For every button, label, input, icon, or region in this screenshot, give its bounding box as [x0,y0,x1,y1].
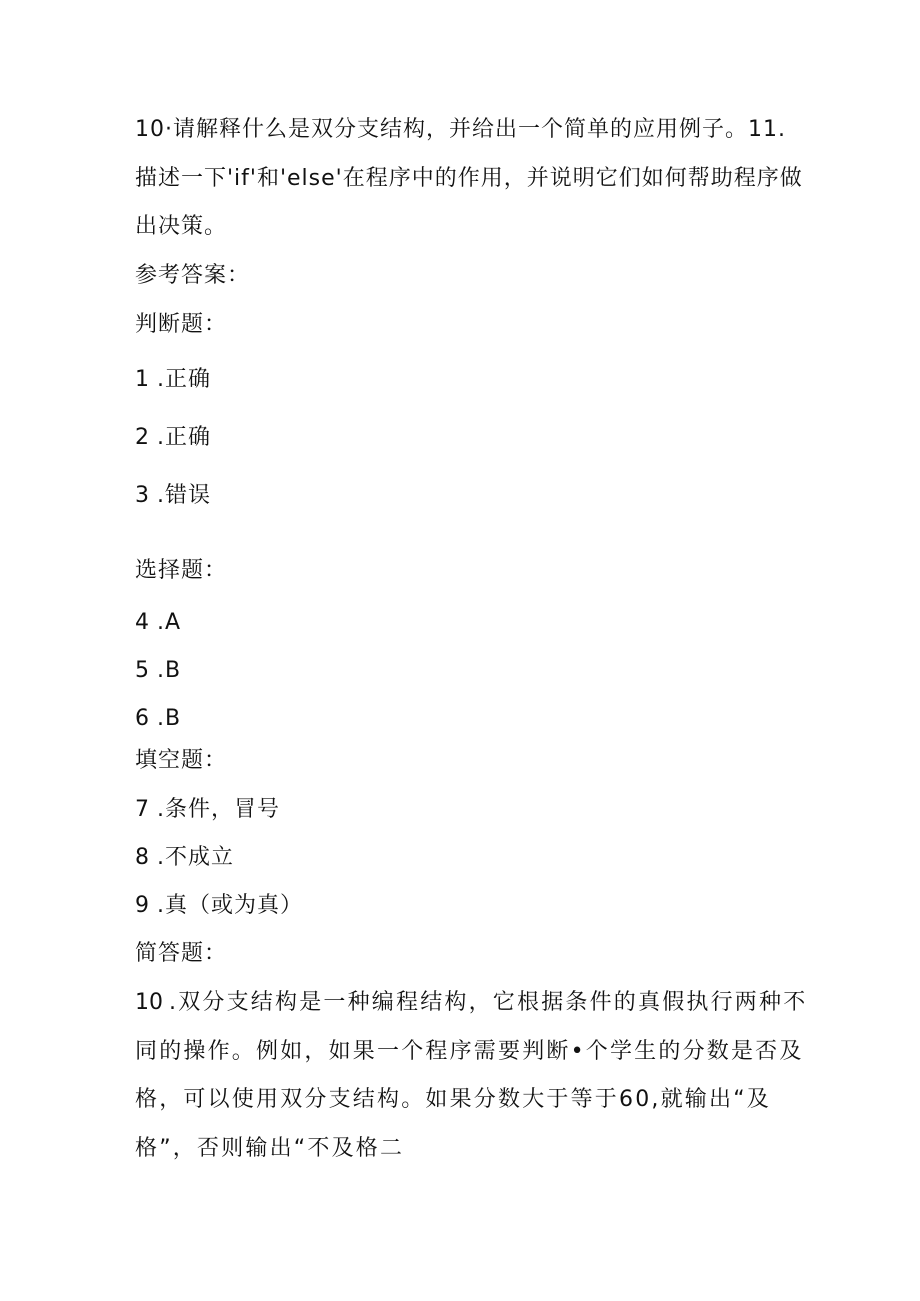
answer-text: .真（或为真） [157,893,303,918]
answer-item-9 [135,892,303,920]
fill-heading: 填空题： [135,748,228,773]
answer-text: .错误 [157,483,211,508]
answer-number: 9 [135,893,149,918]
answer-item-5 [135,657,181,685]
answer-text: .不成立 [157,845,234,870]
short-answer-line-3: 格，可以使用双分支结构。如果分数大于等于60,就输出“及 [135,1087,771,1112]
answer-item-8 [135,844,234,872]
short-answer-line-2: 同的操作。例如，如果一个程序需要判断•个学生的分数是否及 [135,1039,804,1064]
short-answer-heading: 简答题： [135,941,228,966]
answer-number: 5 [135,658,149,683]
answer-text: .B [157,658,182,683]
short-answer-line-1 [135,989,807,1017]
choice-heading: 选择题： [135,558,228,583]
answer-item-4 [135,609,181,637]
answer-number: 1 [135,367,149,392]
answer-number: 7 [135,797,149,822]
answer-text: .B [157,706,182,731]
answer-number: 2 [135,425,149,450]
answer-item-3 [135,482,211,510]
answer-text: .条件，冒号 [157,797,280,822]
answers-heading: 参考答案： [135,263,251,288]
question-11-line-2: 描述一下'if'和'else'在程序中的作用，并说明它们如何帮助程序做 [135,166,803,191]
judgement-heading: 判断题： [135,312,228,337]
answer-item-1 [135,366,211,394]
question-11-line-3: 出决策。 [135,214,228,239]
answer-item-2 [135,424,211,452]
question-10-11-line-1: 10·请解释什么是双分支结构，并给出一个简单的应用例子。11. [135,117,786,142]
answer-text: .双分支结构是一种编程结构，它根据条件的真假执行两种不 [169,990,808,1015]
answer-number: 10 [135,990,163,1015]
answer-text: .正确 [157,367,211,392]
answer-item-7 [135,796,280,824]
answer-number: 6 [135,706,149,731]
answer-text: .正确 [157,425,211,450]
answer-number: 3 [135,483,149,508]
answer-number: 8 [135,845,149,870]
answer-item-6 [135,705,181,733]
short-answer-line-4: 格”，否则输出“不及格二 [135,1136,405,1161]
answer-number: 4 [135,610,149,635]
answer-text: .A [157,610,182,635]
